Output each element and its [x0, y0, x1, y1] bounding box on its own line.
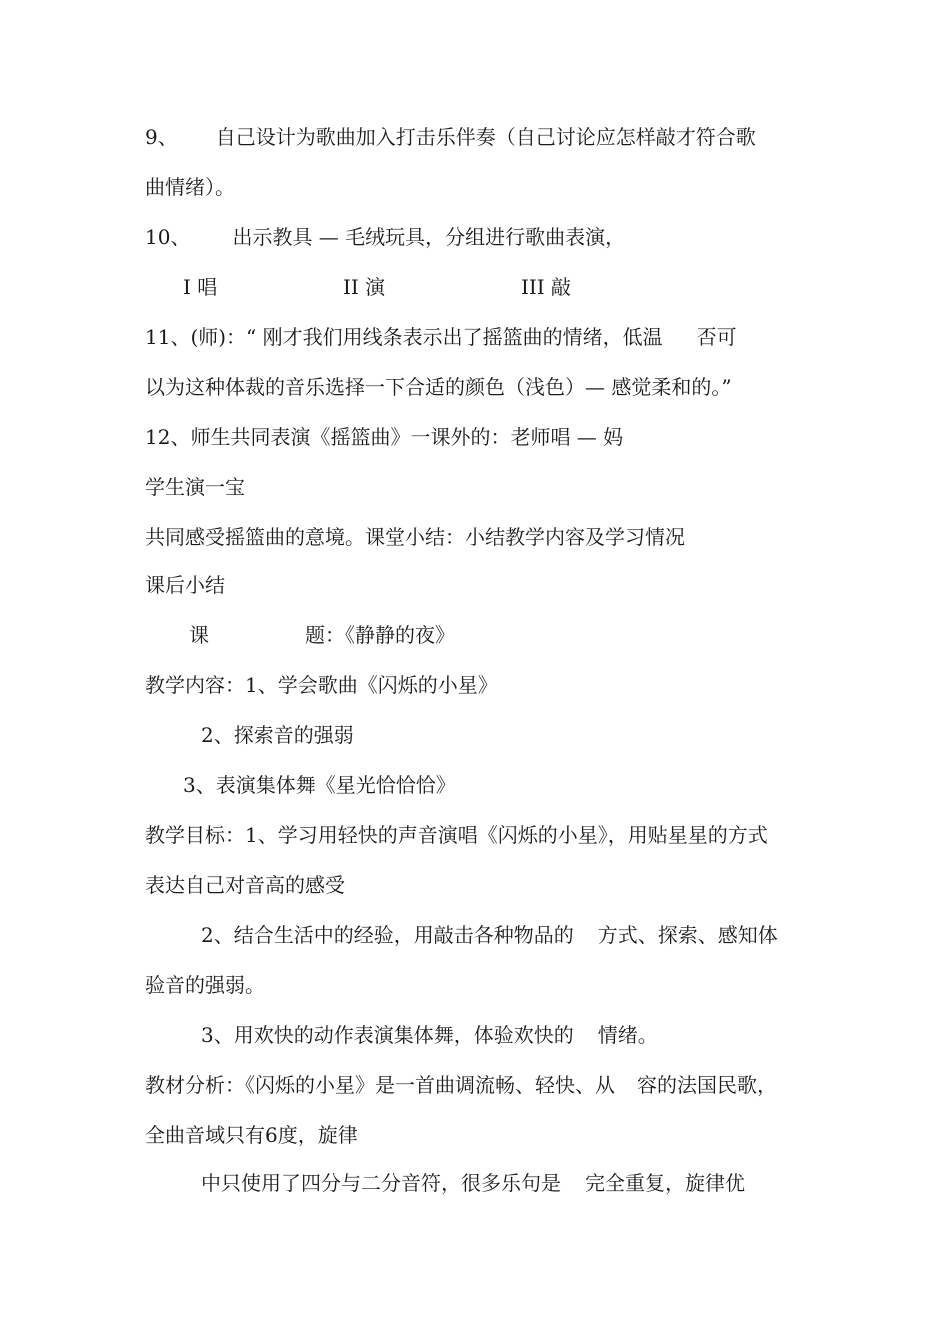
text-line — [145, 870, 825, 900]
text-line — [145, 570, 825, 600]
text-segment: II 演 — [343, 275, 386, 299]
text-line — [145, 172, 825, 202]
text-segment: 中只使用了四分与二分音符，很多乐句是 — [201, 1171, 561, 1195]
text-segment: 自己设计为歌曲加入打击乐伴奏（自己讨论应怎样敲才符合歌 — [215, 125, 756, 149]
text-segment: 学生演一宝 — [145, 475, 245, 499]
text-segment: 曲情绪）。 — [145, 175, 235, 199]
text-line — [145, 322, 825, 352]
text-segment: 12、师生共同表演《摇篮曲》一课外的：老师唱 — 妈 — [145, 425, 624, 449]
text-line — [145, 272, 825, 302]
text-line — [145, 522, 825, 552]
text-segment: 3、用欢快的动作表演集体舞，体验欢快的 — [201, 1023, 574, 1047]
text-segment: 教材分析：《闪烁的小星》是一首曲调流畅、轻快、从 — [145, 1073, 615, 1097]
text-segment: 完全重复，旋律优 — [585, 1171, 745, 1195]
text-segment: 情绪。 — [597, 1023, 658, 1047]
text-segment: 表达自己对音高的感受 — [145, 873, 345, 897]
text-line — [145, 620, 825, 650]
text-segment: 以为这种体裁的音乐选择一下合适的颜色（浅色）— 感觉柔和的。” — [145, 375, 732, 399]
text-segment: 共同感受摇篮曲的意境。课堂小结：小结教学内容及学习情况 — [145, 525, 685, 549]
text-segment: 课后小结 — [145, 573, 225, 597]
text-line — [145, 920, 825, 950]
text-segment: III 敲 — [521, 275, 572, 299]
text-segment: 验音的强弱。 — [145, 973, 265, 997]
text-line — [145, 670, 825, 700]
text-line — [145, 422, 825, 452]
text-line — [145, 1120, 825, 1150]
item-number: 10、 — [145, 225, 191, 249]
item-number: 9、 — [145, 125, 178, 149]
text-line — [145, 720, 825, 750]
text-line — [145, 122, 825, 152]
text-line — [145, 372, 825, 402]
text-line — [145, 472, 825, 502]
text-line — [145, 970, 825, 1000]
text-segment: 否可 — [696, 325, 737, 349]
text-segment: 方式、探索、感知体 — [597, 923, 778, 947]
text-line — [145, 1168, 825, 1198]
text-line — [145, 1020, 825, 1050]
text-line — [145, 222, 825, 252]
text-line — [145, 1070, 825, 1100]
text-segment: 教学内容：1、学会歌曲《闪烁的小星》 — [145, 673, 498, 697]
text-segment: 2、结合生活中的经验，用敲击各种物品的 — [201, 923, 574, 947]
text-segment: 2、探索音的强弱 — [201, 723, 354, 747]
text-segment: 容的法国民歌， — [637, 1073, 777, 1097]
text-line — [145, 820, 825, 850]
text-line — [145, 770, 825, 800]
text-segment: 课 — [189, 623, 209, 647]
text-segment: 题：《静静的夜》 — [305, 623, 455, 647]
text-segment: 教学目标：1、学习用轻快的声音演唱《闪烁的小星》，用贴星星的方式 — [145, 823, 768, 847]
text-segment: 3、表演集体舞《星光恰恰恰》 — [183, 773, 456, 797]
text-segment: 11、(师)：“ 刚才我们用线条表示出了摇篮曲的情绪，低温 — [145, 325, 663, 349]
text-segment: 出示教具 — 毛绒玩具，分组进行歌曲表演， — [232, 225, 626, 249]
text-segment: I 唱 — [183, 275, 218, 299]
text-segment: 全曲音域只有6度，旋律 — [145, 1123, 358, 1147]
